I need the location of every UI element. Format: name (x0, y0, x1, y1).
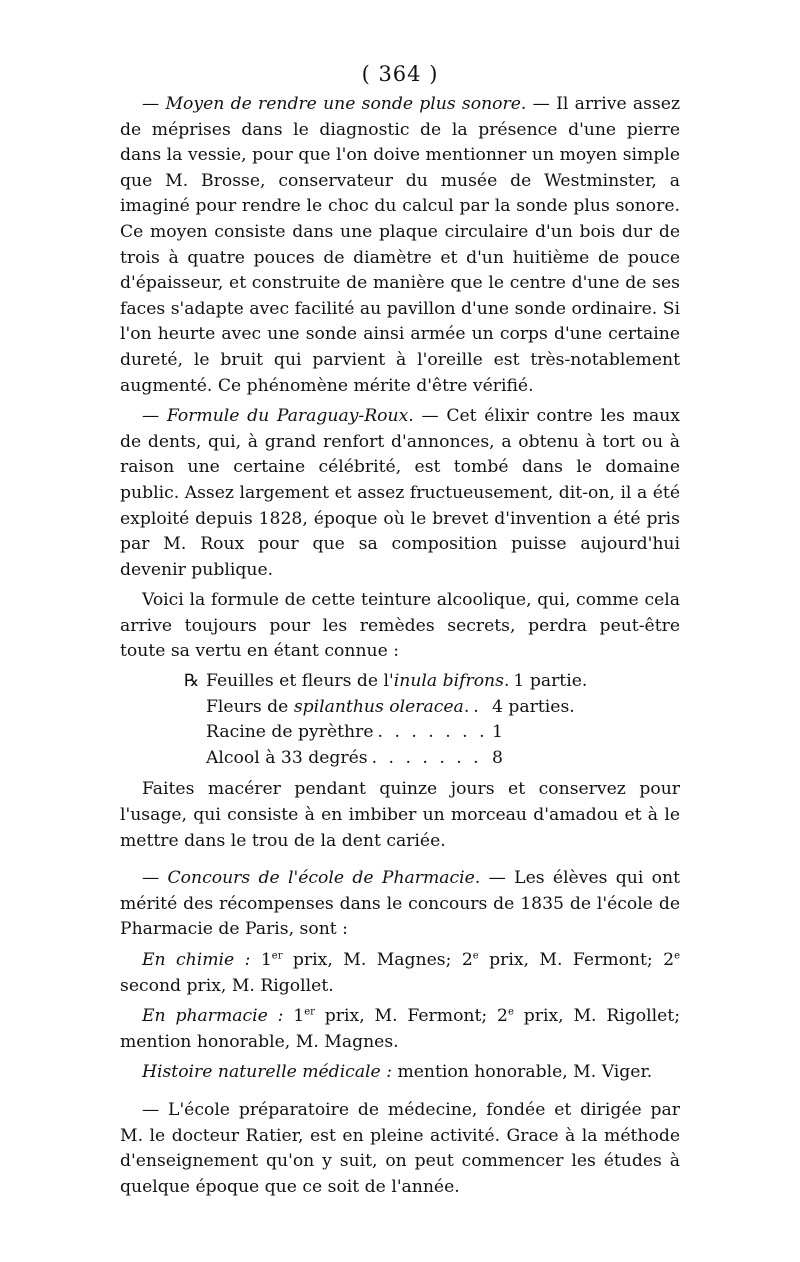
section-paraguay-roux (120, 404, 680, 583)
ingredient-name: Fleurs de spilanthus oleracea. (206, 696, 470, 717)
formula-row (184, 746, 584, 772)
separator-dash: — (413, 406, 447, 427)
leader-dots (368, 746, 492, 772)
formula-instructions: Faites macérer pendant quinze jours et conservez pour l'usage, qui consiste à en imbiber un morceau d'amadou et à le mettre dans le trou de la dent cariée. (120, 779, 680, 851)
separator-dash: — (526, 94, 557, 114)
ingredient-name: Alcool à 33 degrés (206, 747, 368, 768)
formula-row (184, 669, 588, 695)
section-title-paraguay-roux: Formule du Paraguay-Roux. (166, 406, 414, 427)
em-dash: — (142, 94, 160, 114)
formula-intro: Voici la formule de cette teinture alcoolique, qui, comme cela arrive toujours pour les remèdes secrets, perdra peut-être toute sa vertu en étant connue : (120, 590, 680, 662)
section-title-concours: Concours de l'école de Pharmacie. (167, 868, 481, 889)
formula-row (184, 695, 584, 721)
award-chimie: En chimie : 1er prix, M. Magnes; 2e prix, M. Fermont; 2e second prix, M. Rigollet. (120, 950, 680, 996)
ingredient-quantity: 1 partie. (513, 671, 588, 692)
ingredient-name: Racine de pyrèthre (206, 722, 374, 743)
section-body-paraguay-roux: Cet élixir contre les maux de dents, qui, à grand renfort d'annonces, a obtenu à tort ou à raison une certaine célébrité, est tombé dans le domaine public. Assez largement et assez fructueusement, dit-on, il a été exploité depuis 1828, époque où le brevet d'invention a été pris par M. Roux pour que sa composition puisse aujourd'hui devenir publique. (120, 406, 680, 580)
recipe-symbol: ℞ (184, 671, 200, 692)
page-number: ( 364 ) (361, 62, 439, 86)
closing-paragraph: — L'école préparatoire de médecine, fondée et dirigée par M. le docteur Ratier, est en pleine activité. Grace à la méthode d'enseignement qu'on y suit, on peut commencer les études à quelque époque que ce soit de l'année. (120, 1099, 680, 1197)
award-pharmacie: En pharmacie : 1er prix, M. Fermont; 2e prix, M. Rigollet; mention honorable, M. Magnes. (120, 1006, 680, 1052)
ingredient-quantity: 4 parties. (492, 696, 575, 717)
award-field: En pharmacie : (142, 1006, 284, 1027)
section-body-sonde: Il arrive assez de méprises dans le diagnostic de la présence d'une pierre dans la vessie, pour que l'on doive mentionner un moyen simple que M. Brosse, conservateur du musée de Westminster, a imaginé pour rendre le choc du calcul par la sonde plus sonore. Ce moyen consiste dans une plaque circulaire d'un bois dur de trois à quatre pouces de diamètre et d'un huitième de pouce d'épaisseur, et construite de manière que le centre d'une de ses faces s'adapte avec facilité au pavillon d'une sonde ordinaire. Si l'on heurte avec une sonde ainsi armée un corps d'une certaine dureté, le bruit qui parvient à l'oreille est très-notablement augmenté. Ce phénomène mérite d'être vérifié. (120, 94, 681, 396)
em-dash: — (142, 406, 160, 427)
leader-dots (374, 720, 492, 746)
formula-list (184, 669, 588, 771)
section-title-sonde: Moyen de rendre une sonde plus sonore. (165, 94, 527, 114)
award-field: En chimie : (142, 950, 251, 970)
award-field: Histoire naturelle médicale : (142, 1062, 392, 1083)
ingredient-quantity: 1 (492, 722, 503, 743)
leader-dots (469, 695, 492, 721)
em-dash: — (142, 868, 160, 889)
separator-dash: — (480, 868, 515, 889)
section-concours (120, 866, 680, 943)
formula-row (184, 720, 584, 746)
section-sonde (120, 92, 680, 399)
page-text (120, 92, 680, 1200)
award-histoire-naturelle: Histoire naturelle médicale : mention honorable, M. Viger. (142, 1062, 653, 1083)
section-body-concours: Les élèves qui ont mérité des récompenses dans le concours de 1835 de l'école de Pharmacie de Paris, sont : (120, 868, 680, 940)
ingredient-quantity: 8 (492, 747, 503, 768)
ingredient-name: Feuilles et fleurs de l'inula bifrons. (206, 671, 510, 692)
